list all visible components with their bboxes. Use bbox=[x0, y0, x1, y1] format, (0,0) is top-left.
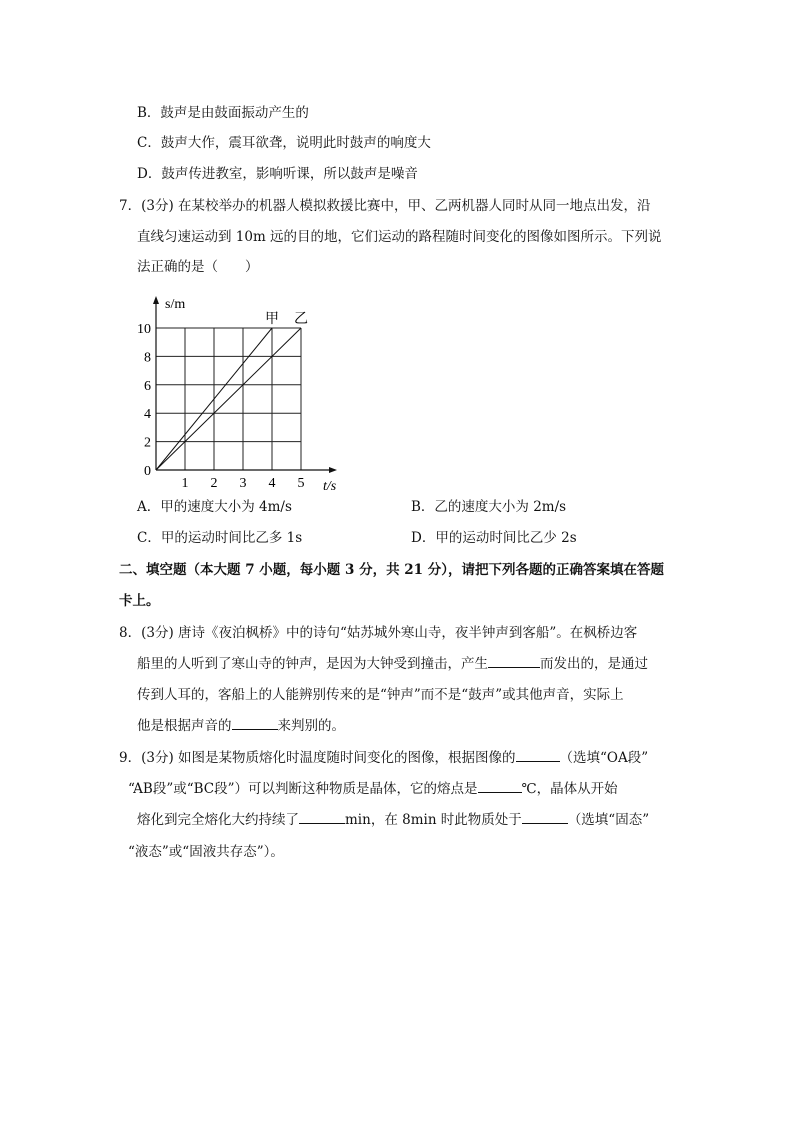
chart-labels bbox=[137, 297, 337, 494]
q9-line2-text-b: ℃，晶体从开始 bbox=[521, 781, 618, 797]
series-line-1 bbox=[156, 328, 301, 470]
x-axis-arrow bbox=[329, 467, 337, 473]
q8-stem-line3: 传到人耳的，客船上的人能辨别传来的是“钟声”而不是“鼓声”或其他声音，实际上 bbox=[137, 687, 624, 703]
q9-stem-line4: “液态”或“固液共存态”）。 bbox=[128, 844, 284, 860]
q8-line4-text-b: 来判别的。 bbox=[277, 718, 345, 734]
series-label-0: 甲 bbox=[265, 312, 279, 327]
q7-stem-line3: 法正确的是（ ） bbox=[137, 259, 259, 275]
y-tick-label: 8 bbox=[144, 350, 151, 366]
q7-option-c: C．甲的运动时间比乙多 1s bbox=[137, 530, 303, 546]
q8-line4-text-a: 他是根据声音的 bbox=[137, 718, 232, 734]
section2-heading-line2: 卡上。 bbox=[119, 593, 160, 609]
q7-option-d: D．甲的运动时间比乙少 2s bbox=[411, 530, 577, 546]
x-tick-label: 4 bbox=[268, 476, 276, 491]
x-axis-label: t/s bbox=[323, 479, 337, 494]
q8-answer-blank-1[interactable] bbox=[488, 655, 540, 668]
q6-option-d: D．鼓声传进教室，影响听课，所以鼓声是噪音 bbox=[137, 166, 418, 182]
y-axis-label: s/m bbox=[165, 297, 186, 312]
y-tick-label: 2 bbox=[144, 435, 151, 451]
q8-stem-line4 bbox=[137, 717, 345, 735]
q9-stem-line2 bbox=[128, 780, 618, 798]
section2-heading-line1: 二、填空题（本大题 7 小题，每小题 3 分，共 21 分），请把下列各题的正确答案填在答题 bbox=[119, 562, 665, 578]
q7-stem-line1: 7．(3分) 在某校举办的机器人模拟救援比赛中，甲、乙两机器人同时从同一地点出发，沿 bbox=[119, 198, 651, 214]
q9-answer-blank-3[interactable] bbox=[299, 811, 345, 824]
q8-answer-blank-2[interactable] bbox=[232, 717, 278, 730]
y-tick-label: 4 bbox=[144, 407, 151, 423]
q9-answer-blank-1[interactable] bbox=[516, 749, 560, 762]
distance-time-chart bbox=[137, 290, 360, 495]
q6-option-b: B．鼓声是由鼓面振动产生的 bbox=[137, 105, 309, 121]
q7-stem-line2: 直线匀速运动到 10m 远的目的地，它们运动的路程随时间变化的图像如图所示。下列说 bbox=[137, 229, 662, 245]
q9-answer-blank-2[interactable] bbox=[478, 780, 522, 793]
y-axis-arrow bbox=[153, 296, 159, 304]
q9-stem-line1 bbox=[119, 749, 648, 767]
series-label-1: 乙 bbox=[294, 312, 308, 327]
q8-stem-line1: 8．(3分) 唐诗《夜泊枫桥》中的诗句“姑苏城外寒山寺，夜半钟声到客船”。在枫桥边客 bbox=[119, 625, 638, 641]
q9-line3-text-a: 熔化到完全熔化大约持续了 bbox=[137, 812, 299, 828]
q6-option-c: C．鼓声大作，震耳欲聋，说明此时鼓声的响度大 bbox=[137, 135, 431, 151]
q9-line1-text-b: （选填“OA段” bbox=[559, 750, 649, 766]
x-tick-label: 1 bbox=[181, 476, 189, 491]
q8-stem-line2 bbox=[137, 655, 648, 673]
q8-line2-text-b: 而发出的，是通过 bbox=[540, 656, 648, 672]
x-tick-label: 5 bbox=[297, 476, 305, 491]
q9-line1-text-a: 9．(3分) 如图是某物质熔化时温度随时间变化的图像，根据图像的 bbox=[119, 750, 516, 766]
y-tick-label: 10 bbox=[137, 322, 151, 337]
y-tick-label: 6 bbox=[144, 378, 151, 394]
q8-line2-text-a: 船里的人听到了寒山寺的钟声，是因为大钟受到撞击，产生 bbox=[137, 656, 488, 672]
q9-line2-text-a: “AB段”或“BC段”）可以判断这种物质是晶体，它的熔点是 bbox=[128, 781, 478, 797]
chart-series bbox=[156, 328, 301, 470]
q7-option-b: B．乙的速度大小为 2m/s bbox=[411, 499, 567, 515]
x-tick-label: 2 bbox=[210, 476, 218, 491]
q9-line3-text-c: （选填“固态” bbox=[567, 812, 650, 828]
origin-label: 0 bbox=[144, 464, 151, 479]
q7-option-a: A．甲的速度大小为 4m/s bbox=[137, 499, 292, 515]
q9-answer-blank-4[interactable] bbox=[522, 811, 568, 824]
q9-stem-line3 bbox=[137, 811, 649, 829]
q9-line3-text-b: min，在 8min 时此物质处于 bbox=[345, 812, 522, 828]
x-tick-label: 3 bbox=[239, 476, 247, 491]
